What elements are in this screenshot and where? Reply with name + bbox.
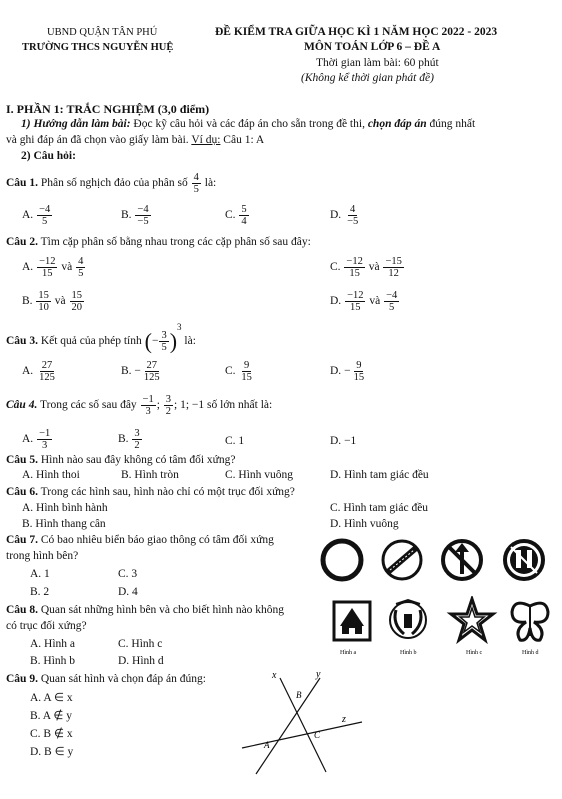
label-y: y [316, 669, 321, 680]
school-name: TRƯỜNG THCS NGUYỄN HUỆ [22, 42, 174, 53]
question-1: Câu 1. Phân số nghịch đảo của phân số $\frac{4}{5}$ là: [6, 172, 217, 195]
q2-option-a[interactable]: A. $\frac{-12}{15}$ và $\frac{4}{5}$ [22, 256, 84, 279]
q2-option-d[interactable]: D. $\frac{-12}{15}$ và $\frac{-4}{5}$ [330, 290, 398, 313]
q1-option-b[interactable]: B. $\frac{-4}{-5}$ [121, 204, 149, 227]
q8-option-c[interactable]: C. Hình c [118, 638, 163, 650]
exam-title: ĐỀ KIỂM TRA GIỮA HỌC KÌ 1 NĂM HỌC 2022 - 2023 [215, 26, 498, 38]
sign-no-pedestrian-icon [505, 541, 543, 579]
q6-option-a[interactable]: A. Hình bình hành [22, 502, 108, 514]
q9-option-b[interactable]: B. A ∉ y [30, 710, 72, 722]
q8-option-b[interactable]: B. Hình b [30, 655, 76, 667]
q2-option-c[interactable]: C. $\frac{-12}{15}$ và $\frac{-15}{12}$ [330, 256, 402, 279]
instructions-emphasis: chọn đáp án [367, 118, 427, 130]
fraction: $\frac{4}{5}$ [193, 172, 199, 195]
q3-option-a[interactable]: A. $\frac{27}{125}$ [22, 360, 55, 383]
figure-b-emblem-icon [390, 600, 426, 638]
q5-option-b[interactable]: B. Hình tròn [121, 469, 179, 481]
q8-option-a[interactable]: A. Hình a [30, 638, 76, 650]
q1-option-a[interactable]: A. $\frac{-4}{5}$ [22, 204, 51, 227]
q5-option-a[interactable]: A. Hình thoi [22, 469, 80, 481]
label-a: A [264, 740, 270, 750]
questions-label: 2) Câu hỏi: [21, 150, 76, 162]
q4-option-b[interactable]: B. $\frac{3}{2}$ [118, 428, 140, 451]
exam-duration: Thời gian làm bài: 60 phút [316, 57, 439, 69]
question-9: Câu 9. Quan sát hình và chọn đáp án đúng: [6, 673, 206, 685]
q4-option-d[interactable]: D. −1 [330, 435, 357, 447]
part1-title: I. PHẦN 1: TRẮC NGHIỆM (3,0 điểm) [6, 102, 210, 116]
question-4: Câu 4. Trong các số sau đây $\frac{-1}{3}$ ; $\frac{3}{2}$ ; 1; −1 số lớn nhất là: [6, 394, 273, 417]
instructions-line1: 1) Hướng dẫn làm bài: Đọc kỹ câu hỏi và các đáp án cho sẵn trong đề thi, chọn đáp án đúng nhất [21, 118, 476, 130]
symmetry-figures [326, 596, 558, 658]
q8-option-d[interactable]: D. Hình d [118, 655, 164, 667]
label-x: x [272, 670, 277, 681]
sign-end-restriction-icon [383, 541, 421, 579]
q7-option-b[interactable]: B. 2 [30, 586, 50, 598]
question-5: Câu 5. Hình nào sau đây không có tâm đối xứng? [6, 454, 236, 466]
q4-option-c[interactable]: C. 1 [225, 435, 245, 447]
question-7-cont: trong hình bên? [6, 550, 79, 562]
figure-d-butterfly-icon [512, 603, 548, 640]
q5-option-c[interactable]: C. Hình vuông [225, 469, 294, 481]
line-y [256, 678, 320, 774]
q4-option-a[interactable]: A. $\frac{-1}{3}$ [22, 428, 51, 451]
q5-option-d[interactable]: D. Hình tam giác đều [330, 469, 429, 481]
caption-b: Hình b [400, 650, 417, 656]
question-8: Câu 8. Quan sát những hình bên và cho biết hình nào không [6, 604, 285, 616]
question-8-cont: có trục đối xứng? [6, 620, 87, 632]
q9-option-d[interactable]: D. B ∈ y [30, 746, 74, 758]
q6-option-b[interactable]: B. Hình thang cân [22, 518, 106, 530]
label-c: C [314, 730, 321, 740]
caption-a: Hình a [340, 650, 357, 656]
q9-option-a[interactable]: A. A ∈ x [30, 692, 73, 704]
traffic-signs-figure [316, 536, 556, 584]
q3-option-c[interactable]: C. $\frac{9}{15}$ [225, 360, 252, 383]
q6-option-d[interactable]: D. Hình vuông [330, 518, 399, 530]
label-b: B [296, 690, 302, 700]
exam-note: (Không kể thời gian phát đề) [301, 72, 434, 84]
question-2: Câu 2. Tìm cặp phân số bằng nhau trong các cặp phân số sau đây: [6, 236, 311, 248]
label-z: z [342, 714, 346, 725]
figure-c-star-icon [451, 599, 493, 640]
sign-no-straight-icon [443, 541, 481, 579]
line-x [280, 678, 326, 772]
q2-option-b[interactable]: B. $\frac{15}{10}$ và $\frac{15}{20}$ [22, 290, 83, 313]
q6-option-c[interactable]: C. Hình tam giác đều [330, 502, 429, 514]
q7-option-d[interactable]: D. 4 [118, 586, 138, 598]
instructions-line2: và ghi đáp án đã chọn vào giấy làm bài. Ví dụ: Câu 1: A [6, 134, 265, 146]
question-7: Câu 7. Có bao nhiêu biển báo giao thông có tâm đối xứng [6, 534, 274, 546]
caption-c: Hình c [466, 650, 483, 656]
q7-option-a[interactable]: A. 1 [30, 568, 50, 580]
question-6: Câu 6. Trong các hình sau, hình nào chỉ có một trục đối xứng? [6, 486, 295, 498]
q3-option-b[interactable]: B. − $\frac{27}{125}$ [121, 360, 160, 383]
instructions-label: 1) Hướng dẫn làm bài: [21, 118, 131, 130]
q1-option-d[interactable]: D. $\frac{4}{-5}$ [330, 204, 359, 227]
district-name: UBND QUẬN TÂN PHÚ [47, 27, 158, 38]
q3-option-d[interactable]: D. − $\frac{9}{15}$ [330, 360, 365, 383]
exam-subject: MÔN TOÁN LỚP 6 – ĐỀ A [304, 41, 441, 53]
lines-figure [238, 666, 368, 778]
q7-option-c[interactable]: C. 3 [118, 568, 138, 580]
figure-a-emblem-icon [334, 602, 370, 640]
sign-circle-icon [323, 541, 361, 579]
caption-d: Hình d [522, 650, 539, 656]
q1-option-c[interactable]: C. $\frac{5}{4}$ [225, 204, 247, 227]
question-3: Câu 3. Kết quả của phép tính (− $\frac{3}{5}$ )$^3$ là: [6, 322, 196, 354]
line-z [242, 722, 362, 748]
q9-option-c[interactable]: C. B ∉ x [30, 728, 73, 740]
